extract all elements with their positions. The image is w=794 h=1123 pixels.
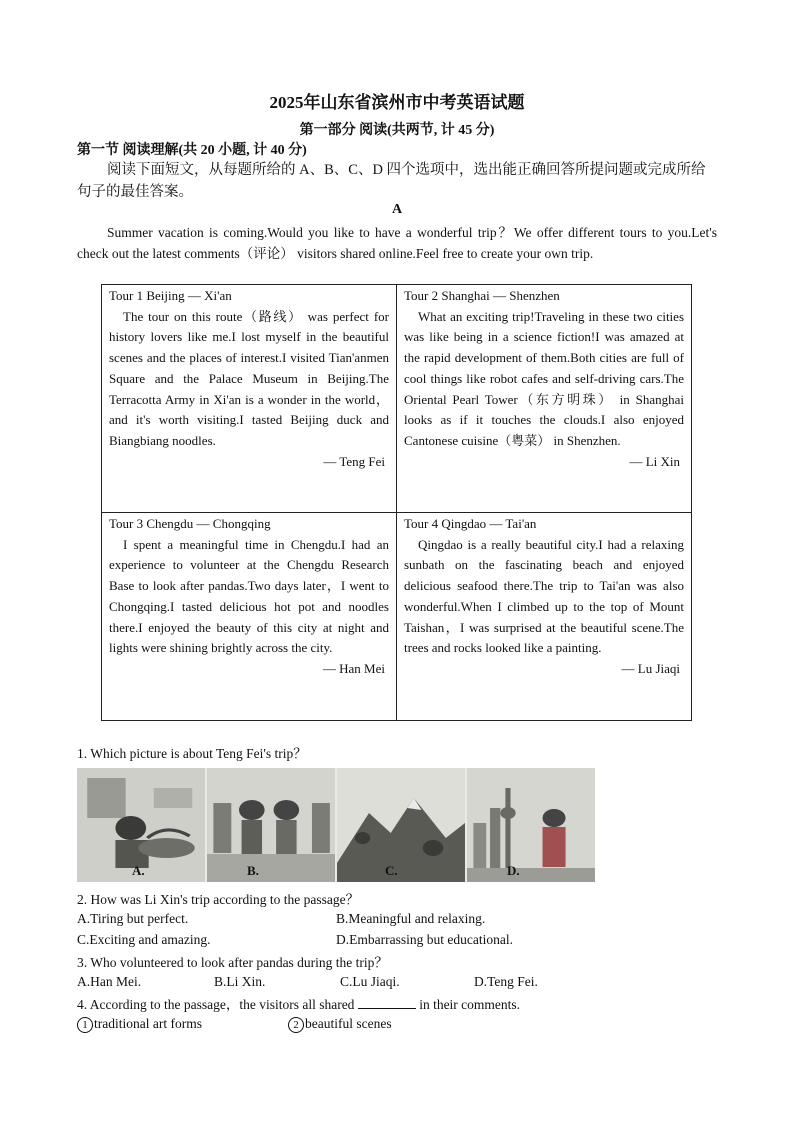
tour-cell-1 xyxy=(102,285,397,513)
question-3-stem: 3. Who volunteered to look after pandas during the trip？ xyxy=(77,955,388,970)
picture-b[interactable] xyxy=(207,768,335,882)
tour-body: Qingdao is a really beautiful city.I had a relaxing sunbath on the fascinating beach and enjoyed delicious seafood there.The trip to Tai'an was also wonderful.When I climbed up to the top of Mount Taishan，I was surprised at the beautiful scene.The trees and rocks looked like a painting. xyxy=(404,536,684,656)
passage-letter: A xyxy=(391,202,403,217)
question-1-stem: 1. Which picture is about Teng Fei's trip？ xyxy=(77,746,307,761)
part-heading: 第一部分 阅读(共两节, 计 45 分) xyxy=(299,123,495,138)
picture-d[interactable] xyxy=(467,768,595,882)
picture-c[interactable] xyxy=(337,768,465,882)
tour-author: — Teng Fei xyxy=(323,453,385,469)
tour-body: What an exciting trip!Traveling in these two cities was like being in a science fiction!I was amazed at the rapid development of them.Both cities are full of cool things like robot cafes and self-driving cars.The Oriental Pearl Tower（东方明珠） in Shanghai looks as if it touches the clouds.I also enjoyed Cantonese cuisine（粤菜） in Shenzhen. xyxy=(404,308,684,448)
q2-option-c[interactable]: C.Exciting and amazing. xyxy=(77,932,211,947)
passage-intro: Summer vacation is coming.Would you like to have a wonderful trip？We offer different tours to you.Let's check out the latest comments（评论） visitors shared online.Feel free to create your own trip. xyxy=(77,225,717,261)
instructions: 阅读下面短文，从每题所给的 A、B、C、D 四个选项中，选出能正确回答所提问题或完成所给句子的最佳答案。 xyxy=(77,162,706,200)
tour-title: Tour 3 Chengdu — Chongqing xyxy=(109,516,271,531)
answer-blank[interactable] xyxy=(358,996,416,1009)
terracotta-army-illustration xyxy=(207,768,335,882)
q4-item-text: traditional art forms xyxy=(94,1016,202,1031)
q4-item-text: beautiful scenes xyxy=(305,1016,392,1031)
q3-option-a[interactable]: A.Han Mei. xyxy=(77,974,142,989)
question-1-pictures xyxy=(77,768,595,882)
tour-author: — Han Mei xyxy=(322,660,385,676)
tour-body: I spent a meaningful time in Chengdu.I had an experience to volunteer at the Chengdu Research Base to look after pandas.Two days later，I went to Chongqing.I tasted delicious hot pot and noodles there.I enjoyed the beauty of this city at night and lights were shining brightly across the city. xyxy=(109,536,389,656)
tours-table xyxy=(101,284,692,721)
picture-label: C. xyxy=(385,863,398,878)
exam-title: 2025年山东省滨州市中考英语试题 xyxy=(269,93,525,112)
picture-label: A. xyxy=(132,863,145,878)
tour-title: Tour 1 Beijing — Xi'an xyxy=(109,288,232,303)
tour-author: — Li Xin xyxy=(629,453,680,469)
q4-item-1[interactable] xyxy=(77,1016,202,1033)
q3-option-d[interactable]: D.Teng Fei. xyxy=(474,974,538,989)
tour-title: Tour 2 Shanghai — Shenzhen xyxy=(404,288,560,303)
tour-title: Tour 4 Qingdao — Tai'an xyxy=(404,516,537,531)
tour-body: The tour on this route（路线） was perfect for history lovers like me.I lost myself in the beautiful scenes and the places of interest.I visited Tian'anmen Square and the Palace Museum in Beijing.The Terracotta Army in Xi'an is a wonder in the world，and it's worth visiting.I tasted Beijing duck and Biangbiang noodles. xyxy=(109,308,389,448)
q4-stem-before: 4. According to the passage，the visitors all shared xyxy=(77,997,355,1012)
q4-item-2[interactable] xyxy=(288,1016,392,1033)
picture-label: B. xyxy=(247,863,259,878)
question-2-stem: 2. How was Li Xin's trip according to the passage？ xyxy=(77,892,360,907)
question-4-stem xyxy=(77,994,520,1015)
q2-option-d[interactable]: D.Embarrassing but educational. xyxy=(336,932,513,947)
q3-option-c[interactable]: C.Lu Jiaqi. xyxy=(340,974,400,989)
tour-cell-2 xyxy=(397,285,692,513)
q2-option-a[interactable]: A.Tiring but perfect. xyxy=(77,911,189,926)
tour-cell-3 xyxy=(102,513,397,721)
circled-number: 1 xyxy=(77,1017,93,1033)
section-heading: 第一节 阅读理解(共 20 小题, 计 40 分) xyxy=(77,143,307,158)
mountain-illustration xyxy=(337,768,465,882)
tour-cell-4 xyxy=(397,513,692,721)
picture-a[interactable] xyxy=(77,768,205,882)
city-skyline-illustration xyxy=(467,768,595,882)
circled-number: 2 xyxy=(288,1017,304,1033)
picture-label: D. xyxy=(507,863,520,878)
q4-stem-after: in their comments. xyxy=(419,997,521,1012)
q2-option-b[interactable]: B.Meaningful and relaxing. xyxy=(336,911,486,926)
q3-option-b[interactable]: B.Li Xin. xyxy=(214,974,266,989)
tour-author: — Lu Jiaqi xyxy=(621,660,680,676)
